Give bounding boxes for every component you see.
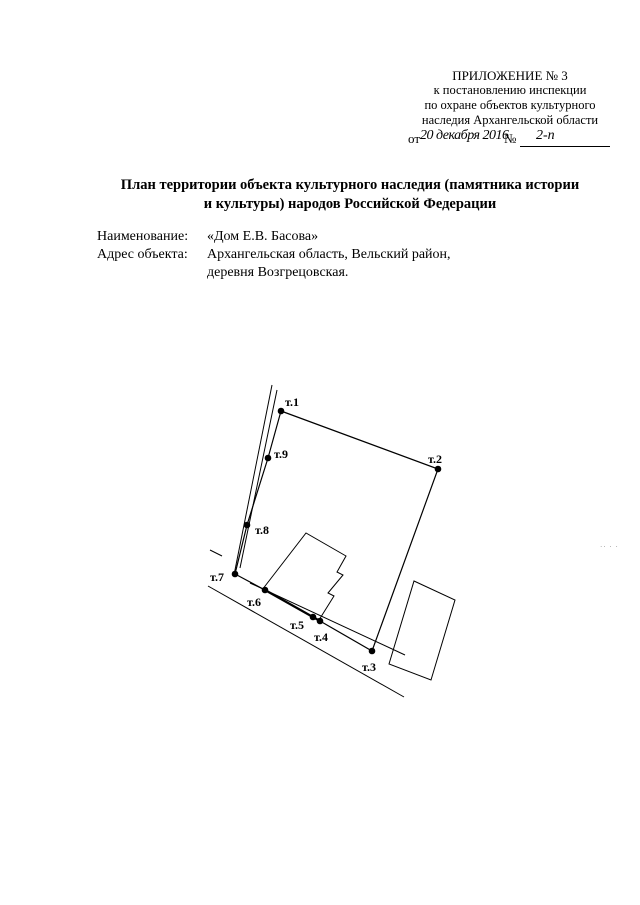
boundary-point-5 (310, 614, 317, 621)
point-label-9: т.9 (274, 447, 288, 461)
house-outline (262, 533, 346, 620)
point-label-6: т.6 (247, 595, 261, 609)
point-label-7: т.7 (210, 570, 224, 584)
name-label: Наименование: (97, 229, 189, 244)
neighbour-boundary-inner (240, 390, 277, 568)
point-label-8: т.8 (255, 523, 269, 537)
appendix-line-3: наследия Архангельской области (421, 113, 599, 127)
point-label-3: т.3 (362, 660, 376, 674)
boundary-point-3 (369, 648, 376, 655)
scan-artifact: ·· · · (600, 543, 619, 551)
address-line-1: Архангельская область, Вельский район, (207, 247, 451, 262)
neighbour-building (389, 581, 455, 680)
appendix-line-1: к постановлению инспекции (433, 83, 587, 97)
road-edge-lower (208, 586, 404, 697)
road-edge-upper-left (210, 550, 222, 556)
point-label-1: т.1 (285, 395, 299, 409)
number-prefix: № (504, 131, 517, 146)
boundary-point-1 (278, 408, 285, 415)
appendix-line-2: по охране объектов культурного (424, 98, 596, 112)
boundary-point-2 (435, 466, 442, 473)
point-label-5: т.5 (290, 618, 304, 632)
plan-title-line-2: и культуры) народов Российской Федерации (203, 196, 497, 212)
boundary-point-7 (232, 571, 239, 578)
point-label-4: т.4 (314, 630, 328, 644)
boundary-point-9 (265, 455, 272, 462)
handwritten-date: 20 декабря 2016 (420, 128, 509, 143)
point-label-2: т.2 (428, 452, 442, 466)
plan-title-line-1: План территории объекта культурного наследия (памятника истории (120, 177, 580, 193)
appendix-title: ПРИЛОЖЕНИЕ № 3 (452, 68, 568, 83)
handwritten-number: 2-п (536, 128, 555, 143)
address-line-2: деревня Возгрецовская. (207, 265, 349, 280)
address-label: Адрес объекта: (97, 247, 188, 262)
neighbour-boundary-outer (234, 385, 272, 575)
name-value: «Дом Е.В. Басова» (207, 229, 319, 244)
date-prefix: от (408, 131, 421, 146)
boundary-point-4 (317, 618, 324, 625)
boundary-point-6 (262, 587, 269, 594)
boundary-point-8 (244, 522, 251, 529)
